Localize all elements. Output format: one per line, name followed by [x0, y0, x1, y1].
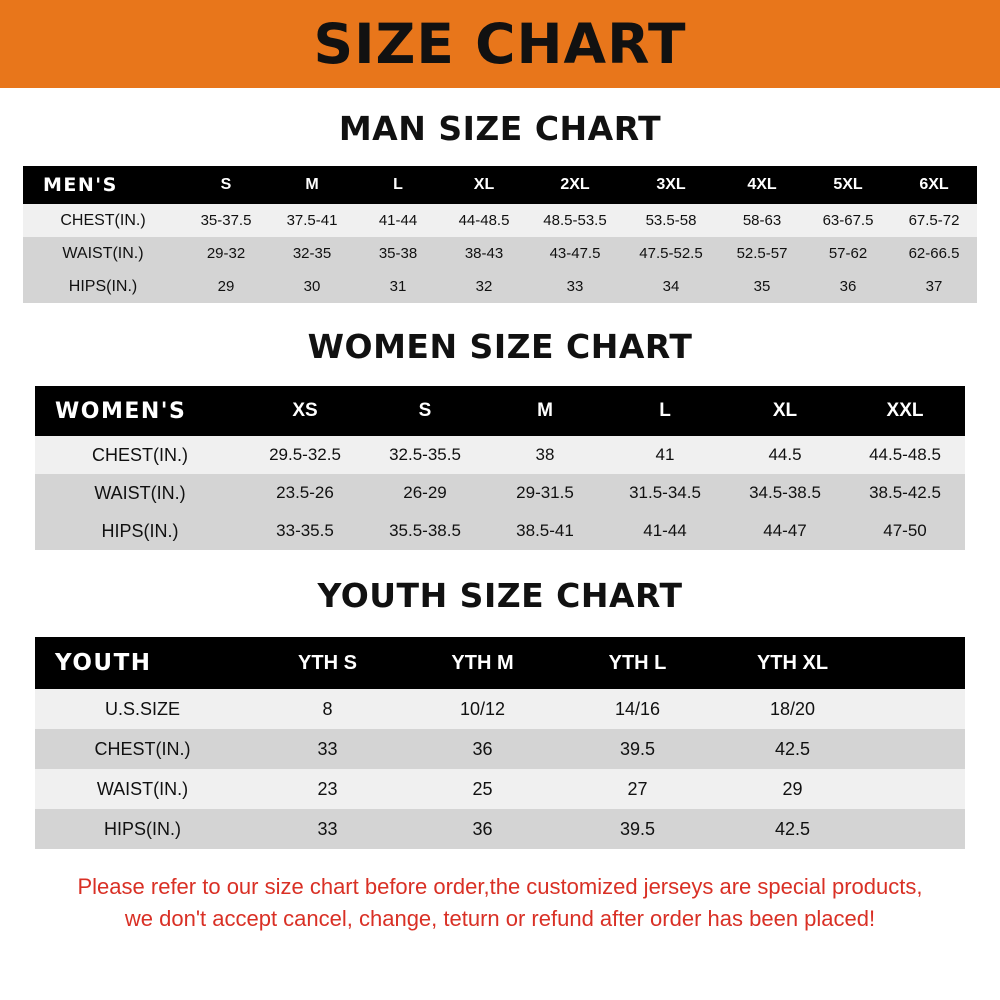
- youth-hips-m: 36: [405, 809, 560, 849]
- women-waist-m: 29-31.5: [485, 474, 605, 512]
- men-waist-6xl: 62-66.5: [891, 237, 977, 270]
- page-title: SIZE CHART: [313, 11, 687, 76]
- youth-chest-xl: 42.5: [715, 729, 870, 769]
- men-header-size-2xl: 2XL: [527, 166, 623, 204]
- women-header-size-xxl: XXL: [845, 386, 965, 436]
- youth-hips-xl: 42.5: [715, 809, 870, 849]
- youth-header-size-l: YTH L: [560, 637, 715, 689]
- women-row-label-chest: CHEST(IN.): [35, 436, 245, 474]
- women-hips-s: 35.5-38.5: [365, 512, 485, 550]
- men-waist-4xl: 52.5-57: [719, 237, 805, 270]
- men-header-size-3xl: 3XL: [623, 166, 719, 204]
- youth-section-title: YOUTH SIZE CHART: [317, 576, 683, 615]
- women-hips-xl: 44-47: [725, 512, 845, 550]
- men-chest-5xl: 63-67.5: [805, 204, 891, 237]
- youth-row-label-waist: WAIST(IN.): [35, 769, 250, 809]
- table-row: [35, 512, 965, 550]
- women-section-title: WOMEN SIZE CHART: [307, 327, 693, 366]
- youth-waist-spacer: [870, 769, 965, 809]
- men-waist-3xl: 47.5-52.5: [623, 237, 719, 270]
- youth-hips-l: 39.5: [560, 809, 715, 849]
- men-header-size-5xl: 5XL: [805, 166, 891, 204]
- youth-ussize-m: 10/12: [405, 689, 560, 729]
- men-hips-5xl: 36: [805, 270, 891, 303]
- youth-waist-l: 27: [560, 769, 715, 809]
- table-row: [35, 689, 965, 729]
- men-waist-l: 35-38: [355, 237, 441, 270]
- men-row-label-chest: CHEST(IN.): [23, 204, 183, 237]
- men-hips-4xl: 35: [719, 270, 805, 303]
- men-section-title: MAN SIZE CHART: [338, 109, 662, 148]
- women-row-label-hips: HIPS(IN.): [35, 512, 245, 550]
- men-header-size-m: M: [269, 166, 355, 204]
- men-hips-m: 30: [269, 270, 355, 303]
- men-header-label: MEN'S: [23, 166, 183, 204]
- men-hips-6xl: 37: [891, 270, 977, 303]
- men-chest-3xl: 53.5-58: [623, 204, 719, 237]
- men-row-label-waist: WAIST(IN.): [23, 237, 183, 270]
- table-row: [35, 436, 965, 474]
- men-chest-l: 41-44: [355, 204, 441, 237]
- men-chest-6xl: 67.5-72: [891, 204, 977, 237]
- women-chest-m: 38: [485, 436, 605, 474]
- youth-header-size-s: YTH S: [250, 637, 405, 689]
- men-header-size-l: L: [355, 166, 441, 204]
- men-hips-xl: 32: [441, 270, 527, 303]
- women-waist-l: 31.5-34.5: [605, 474, 725, 512]
- women-hips-xxl: 47-50: [845, 512, 965, 550]
- youth-row-label-chest: CHEST(IN.): [35, 729, 250, 769]
- women-header-size-m: M: [485, 386, 605, 436]
- women-size-table: [35, 386, 965, 550]
- youth-chest-spacer: [870, 729, 965, 769]
- women-waist-xs: 23.5-26: [245, 474, 365, 512]
- men-hips-3xl: 34: [623, 270, 719, 303]
- youth-header-size-xl: YTH XL: [715, 637, 870, 689]
- men-row-label-hips: HIPS(IN.): [23, 270, 183, 303]
- table-row: [23, 270, 977, 303]
- women-waist-xxl: 38.5-42.5: [845, 474, 965, 512]
- youth-hips-spacer: [870, 809, 965, 849]
- women-table-header-row: [35, 386, 965, 436]
- table-row: [35, 769, 965, 809]
- youth-chest-m: 36: [405, 729, 560, 769]
- youth-header-size-m: YTH M: [405, 637, 560, 689]
- women-header-size-l: L: [605, 386, 725, 436]
- youth-row-label-hips: HIPS(IN.): [35, 809, 250, 849]
- men-chest-m: 37.5-41: [269, 204, 355, 237]
- women-hips-xs: 33-35.5: [245, 512, 365, 550]
- policy-note-line2: we don't accept cancel, change, teturn or refund after order has been placed!: [124, 905, 876, 931]
- youth-waist-xl: 29: [715, 769, 870, 809]
- women-header-size-s: S: [365, 386, 485, 436]
- table-row: [35, 729, 965, 769]
- policy-note: [0, 871, 1000, 935]
- men-header-size-s: S: [183, 166, 269, 204]
- women-chest-l: 41: [605, 436, 725, 474]
- men-waist-2xl: 43-47.5: [527, 237, 623, 270]
- men-size-table: [23, 166, 977, 303]
- women-header-size-xs: XS: [245, 386, 365, 436]
- women-header-label: WOMEN'S: [35, 386, 245, 436]
- men-header-size-4xl: 4XL: [719, 166, 805, 204]
- men-chest-2xl: 48.5-53.5: [527, 204, 623, 237]
- men-hips-s: 29: [183, 270, 269, 303]
- youth-ussize-xl: 18/20: [715, 689, 870, 729]
- men-waist-5xl: 57-62: [805, 237, 891, 270]
- women-chest-xs: 29.5-32.5: [245, 436, 365, 474]
- men-chest-xl: 44-48.5: [441, 204, 527, 237]
- policy-note-line1: Please refer to our size chart before order,the customized jerseys are special products,: [77, 874, 923, 899]
- youth-header-spacer: [870, 637, 965, 689]
- men-table-header-row: [23, 166, 977, 204]
- men-waist-m: 32-35: [269, 237, 355, 270]
- women-hips-l: 41-44: [605, 512, 725, 550]
- women-header-size-xl: XL: [725, 386, 845, 436]
- youth-chest-s: 33: [250, 729, 405, 769]
- youth-chest-l: 39.5: [560, 729, 715, 769]
- women-row-label-waist: WAIST(IN.): [35, 474, 245, 512]
- table-row: [35, 809, 965, 849]
- men-chest-s: 35-37.5: [183, 204, 269, 237]
- table-row: [23, 204, 977, 237]
- table-row: [35, 474, 965, 512]
- women-chest-xl: 44.5: [725, 436, 845, 474]
- men-header-size-xl: XL: [441, 166, 527, 204]
- men-chest-4xl: 58-63: [719, 204, 805, 237]
- header-banner: [0, 0, 1000, 88]
- youth-ussize-l: 14/16: [560, 689, 715, 729]
- men-header-size-6xl: 6XL: [891, 166, 977, 204]
- women-chest-xxl: 44.5-48.5: [845, 436, 965, 474]
- women-chest-s: 32.5-35.5: [365, 436, 485, 474]
- women-waist-xl: 34.5-38.5: [725, 474, 845, 512]
- youth-waist-s: 23: [250, 769, 405, 809]
- men-waist-xl: 38-43: [441, 237, 527, 270]
- table-row: [23, 237, 977, 270]
- youth-table-header-row: [35, 637, 965, 689]
- youth-hips-s: 33: [250, 809, 405, 849]
- youth-header-label: YOUTH: [35, 637, 250, 689]
- youth-waist-m: 25: [405, 769, 560, 809]
- women-waist-s: 26-29: [365, 474, 485, 512]
- youth-ussize-spacer: [870, 689, 965, 729]
- women-hips-m: 38.5-41: [485, 512, 605, 550]
- men-waist-s: 29-32: [183, 237, 269, 270]
- men-hips-l: 31: [355, 270, 441, 303]
- youth-size-table: [35, 637, 965, 849]
- youth-row-label-ussize: U.S.SIZE: [35, 689, 250, 729]
- men-hips-2xl: 33: [527, 270, 623, 303]
- youth-ussize-s: 8: [250, 689, 405, 729]
